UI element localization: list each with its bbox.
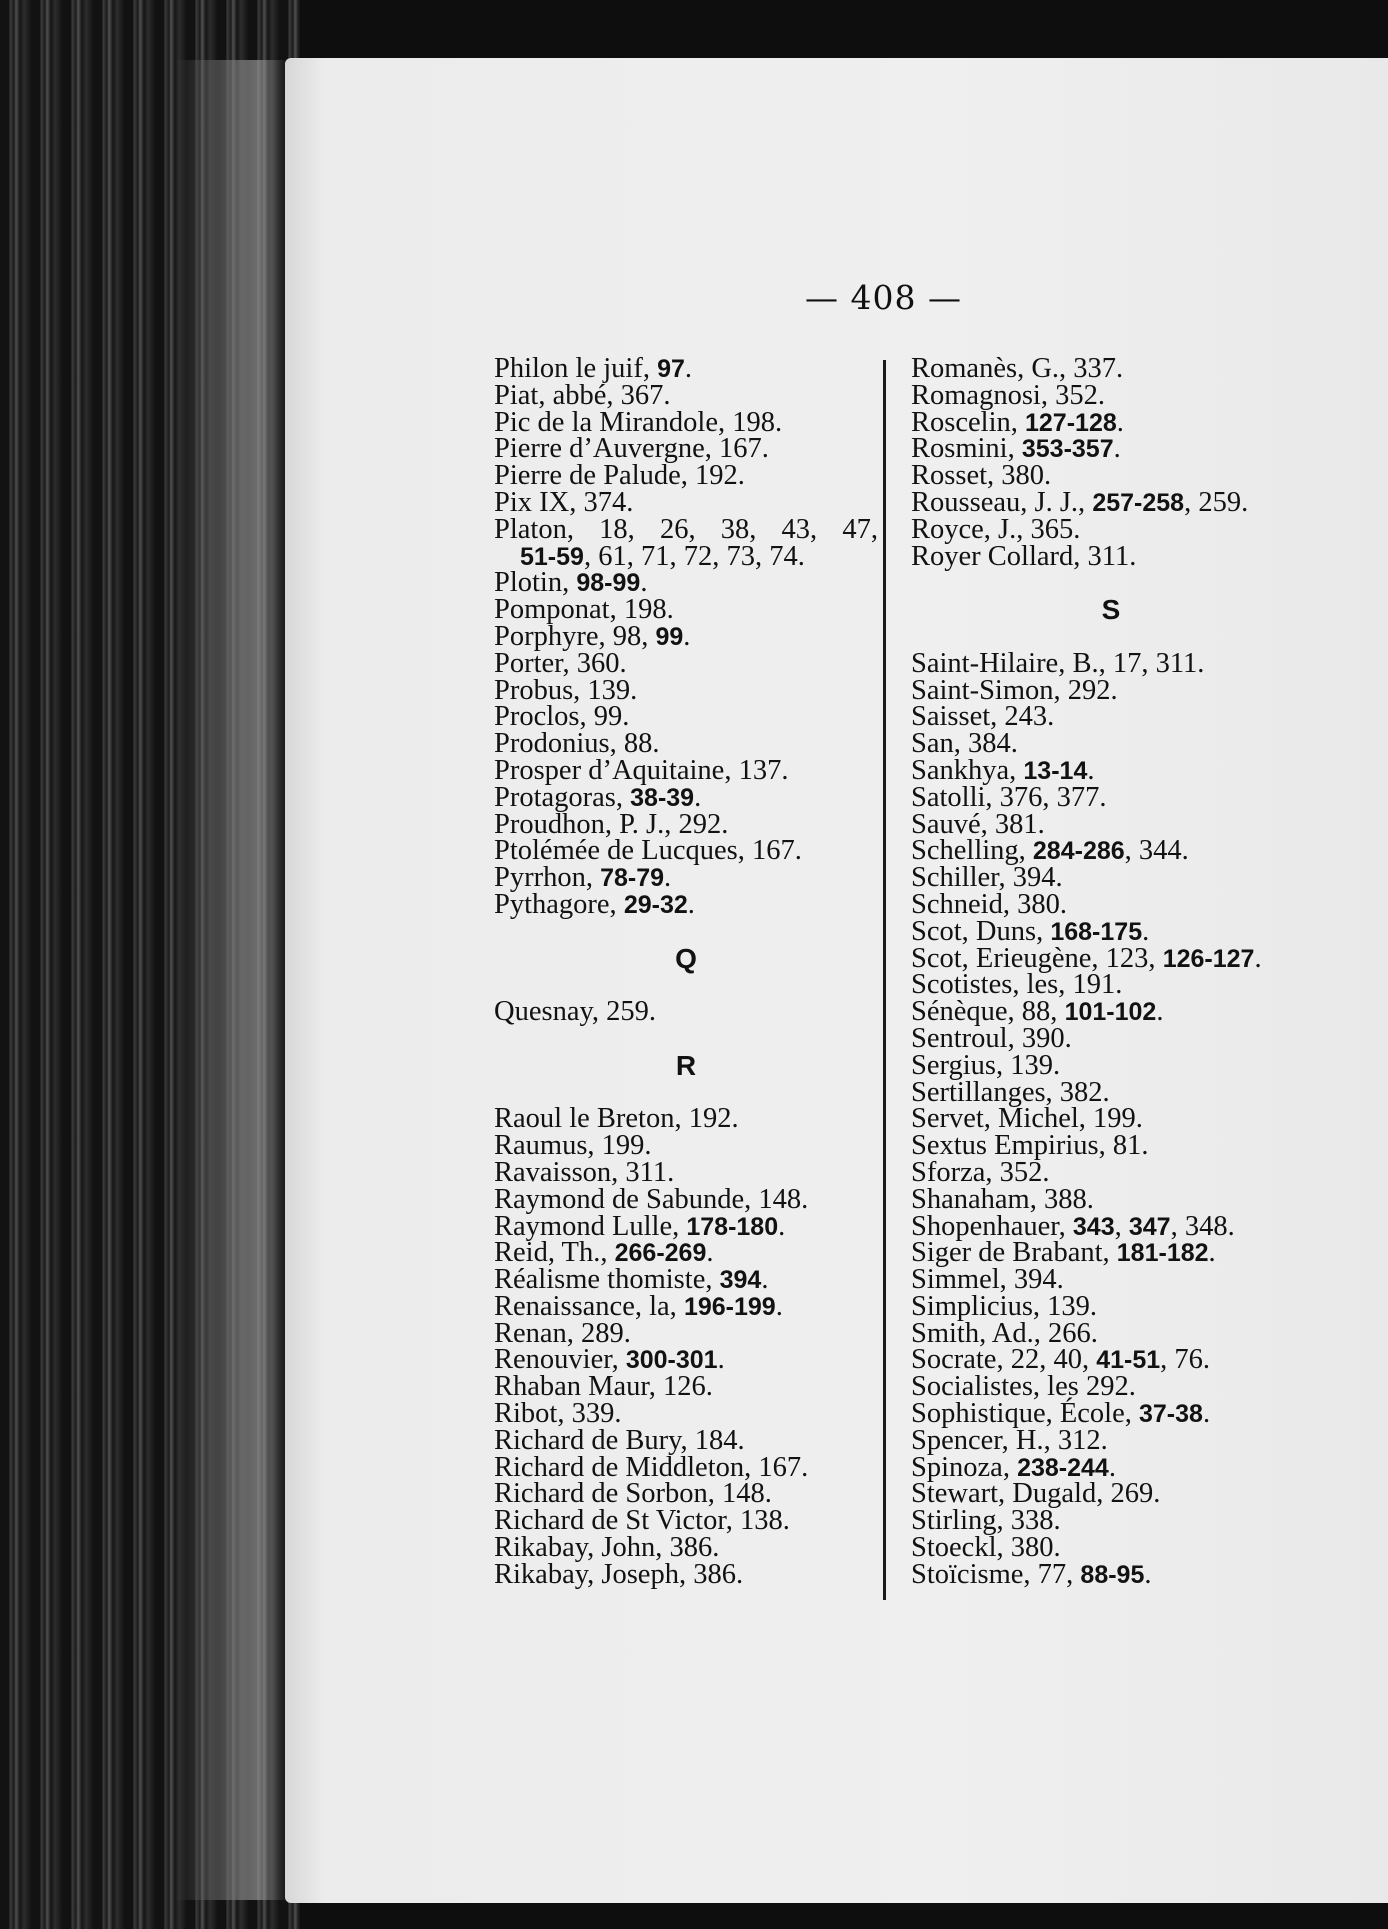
index-entry-text: Raumus, 199. [494,1130,652,1162]
index-entry-text: Richard de Sorbon, 148. [494,1478,772,1510]
index-entry [494,1344,878,1376]
index-entry [911,1237,1311,1269]
index-page-ref-bold: 51-59 [520,542,584,571]
index-entry-text: Smith, Ad., 266. [911,1317,1098,1349]
index-entry [911,1264,1311,1296]
index-entry [911,460,1311,492]
index-entry-text: . [683,620,691,652]
index-entry-text: Ptolémée de Lucques, 167. [494,835,802,867]
index-entry [911,862,1311,894]
index-entry [911,781,1311,813]
index-entry-text: Protagoras, [494,781,631,813]
index-entry-text: . [664,862,672,894]
index-entry-text: Porphyre, 98, [494,620,656,652]
index-page-ref-bold: 13-14 [1023,756,1088,785]
index-entry-text: Sforza, 352. [911,1156,1050,1188]
index-entry-text: Sauvé, 381. [911,808,1045,840]
index-entry-text: . [1202,1398,1211,1430]
index-entry-text: Pic de la Mirandole, 198. [494,406,783,438]
index-entry-text: Shanaham, 388. [911,1183,1094,1215]
index-page-ref-bold: 347 [1128,1212,1171,1241]
index-entry [494,862,878,894]
index-page-ref-bold: 78-79 [600,864,665,893]
index-entry [911,1398,1311,1430]
index-entry-text: Prosper d’Aquitaine, 137. [494,754,789,786]
index-entry [494,781,878,813]
index-entry-text: Rhaban Maur, 126. [494,1371,713,1403]
index-page-ref-bold: 266-269 [614,1239,707,1268]
index-entry-text: Renaissance, la, [494,1290,684,1322]
index-entry-text: Piat, abbé, 367. [494,379,671,411]
index-entry-text: Pierre de Palude, 192. [494,460,745,492]
index-page-ref-bold: 238-244 [1017,1453,1109,1482]
index-entry [494,1130,878,1162]
index-entry [494,1398,878,1430]
index-entry [494,674,878,706]
index-entry-text: Sentroul, 390. [911,1022,1072,1054]
index-entry [494,835,878,867]
index-entry-text: Proudhon, P. J., 292. [494,808,729,840]
index-entry-text: . [717,1344,725,1376]
index-entry [494,647,878,679]
index-entry-text: . [1208,1237,1216,1269]
index-page-ref-bold: 353-357 [1021,435,1114,464]
index-entry-text: Pierre d’Auvergne, 167. [494,433,769,465]
index-entry-text: San, 384. [911,728,1018,760]
index-entry [911,1183,1311,1215]
index-entry [494,728,878,760]
index-entry-text: . [1142,915,1150,947]
index-entry-text: . [1113,433,1121,465]
index-entry-text: . [684,353,693,384]
index-entry-text: Saint-Simon, 292. [911,674,1118,706]
index-entry-text: Schelling, [911,835,1033,867]
index-page-ref-bold: 178-180 [686,1212,779,1241]
index-entry [494,486,878,518]
index-entry-text: Sophistique, École, [911,1398,1139,1430]
index-entry-text: Plotin, [494,567,577,599]
spacer [494,919,878,946]
index-entry [911,888,1311,920]
index-entry-text: . [640,567,648,599]
index-entry-text: Scot, Erieugène, 123, [911,942,1163,974]
index-entry [911,942,1311,974]
index-entry-text: Prodonius, 88. [494,728,660,760]
index-entry [494,1156,878,1188]
index-page-ref-bold: 343 [1072,1212,1115,1241]
index-entry [494,808,878,840]
index-entry-text: Scotistes, les, 191. [911,969,1123,1001]
index-entry-text: Spinoza, [911,1451,1018,1483]
index-entry [494,379,878,411]
index-entry-text: Sertillanges, 382. [911,1076,1110,1108]
index-entry [911,754,1311,786]
index-entry-text: Richard de St Victor, 138. [494,1505,790,1537]
index-entry-text: Schneid, 380. [911,888,1067,920]
spacer [494,1026,878,1053]
index-entry [494,353,878,384]
index-entry-text: Siger de Brabant, [911,1237,1117,1269]
index-entry [911,353,1311,384]
index-entry-text: Richard de Bury, 184. [494,1424,745,1456]
index-entry-text: , 348. [1170,1210,1235,1242]
index-entry-text: Reid, Th., [494,1237,615,1269]
index-entry [494,996,878,1028]
index-entry-text: Rousseau, J. J., [911,486,1093,518]
index-entry [911,1478,1311,1510]
index-entry [494,888,878,920]
index-entry [911,513,1311,545]
index-entry [494,1532,878,1564]
index-entry-text: Stewart, Dugald, 269. [911,1478,1161,1510]
index-entry [911,915,1311,947]
index-entry [494,433,878,465]
index-entry-text: . [775,1290,783,1322]
index-entry-text: . [694,781,702,813]
index-entry-text: Servet, Michel, 199. [911,1103,1143,1135]
index-entry-text: . [687,888,695,920]
index-entry-text: Platon, 18, 26, 38, 43, 47, [494,516,878,544]
index-entry-text: . [761,1264,769,1296]
index-entry-text: Raymond Lulle, [494,1210,687,1242]
index-entry-text: Quesnay, 259. [494,996,656,1028]
index-entry-text: , 344. [1124,835,1189,867]
index-page-ref-bold: 300-301 [625,1346,718,1375]
index-column-right [911,353,1311,1590]
index-entry [911,1344,1311,1376]
index-entry-text: Renan, 289. [494,1317,631,1349]
index-page-ref-bold: 88-95 [1080,1560,1145,1589]
section-letter-heading [494,1049,878,1081]
index-entry [911,1130,1311,1162]
index-entry [911,1505,1311,1537]
index-entry [494,620,878,652]
index-page-ref-bold: 37-38 [1138,1400,1203,1429]
index-entry [911,701,1311,733]
index-entry [494,1264,878,1296]
index-entry [911,1076,1311,1108]
index-entry-text: Pomponat, 198. [494,594,674,626]
index-entry-text: Rikabay, Joseph, 386. [494,1558,744,1590]
index-page-ref-bold: 168-175 [1050,917,1143,946]
index-entry [911,1103,1311,1135]
index-entry [911,1317,1311,1349]
index-entry-text: Romanès, G., 337. [911,353,1124,384]
index-entry [911,1451,1311,1483]
index-page-ref-bold: 101-102 [1064,998,1157,1027]
page-number: — 408 — [805,278,962,317]
index-entry [911,674,1311,706]
index-page-ref-bold: 284-286 [1032,837,1125,866]
index-entry-text: Raymond de Sabunde, 148. [494,1183,809,1215]
index-page-ref-bold: 29-32 [623,890,688,919]
index-entry-text: Rikabay, John, 386. [494,1532,720,1564]
index-entry-text: Stirling, 338. [911,1505,1061,1537]
index-entry-text: Spencer, H., 312. [911,1424,1108,1456]
index-entry-text: Scot, Duns, [911,915,1051,947]
index-entry-text: Ravaisson, 311. [494,1156,675,1188]
index-entry [911,540,1311,572]
index-entry-text: Rosmini, [911,433,1022,465]
index-entry-text: Pyrrhon, [494,862,601,894]
index-entry [494,1237,878,1269]
index-entry [911,728,1311,760]
spacer [911,624,1311,651]
index-entry-text: Stoïcisme, 77, [911,1558,1081,1590]
index-entry-text: Proclos, 99. [494,701,630,733]
index-entry [911,835,1311,867]
index-entry [911,379,1311,411]
index-entry [911,1558,1311,1590]
index-entry [911,1049,1311,1081]
index-page-ref-bold: 257-258 [1092,488,1185,517]
index-entry-text: Ribot, 339. [494,1398,622,1430]
index-entry-text: Stoeckl, 380. [911,1532,1061,1564]
index-page-ref-bold: 181-182 [1116,1239,1209,1268]
index-entry-text: Romagnosi, 352. [911,379,1105,411]
index-entry [494,1424,878,1456]
index-entry-text: Saint-Hilaire, B., 17, 311. [911,647,1205,679]
index-page-ref-bold: 196-199 [683,1292,776,1321]
index-entry-text: Probus, 139. [494,674,638,706]
index-entry-text: Socialistes, les 292. [911,1371,1136,1403]
index-entry-text: . [1144,1558,1152,1590]
index-column-left [494,353,878,1590]
index-entry-text: . [778,1210,786,1242]
index-entry [911,1532,1311,1564]
index-entry [494,1210,878,1242]
index-entry [494,1451,878,1483]
index-entry [494,594,878,626]
spacer [494,1080,878,1107]
index-entry-text: Porter, 360. [494,647,627,679]
index-page-ref-bold: 126-127 [1162,944,1255,973]
index-entry-text: , 61, 71, 72, 73, 74. [583,540,805,572]
index-entry-text: , [1114,1210,1129,1242]
index-entry [494,540,878,572]
index-entry-text: Q [675,942,697,974]
index-page-ref-bold: 97 [657,355,685,383]
index-entry-text: Pythagore, [494,888,624,920]
index-entry [494,1478,878,1510]
index-page-ref-bold: 98-99 [576,569,641,598]
index-entry-text: R [675,1049,697,1081]
index-entry-text: Réalisme thomiste, [494,1264,720,1296]
index-entry [911,647,1311,679]
index-entry [911,486,1311,518]
index-entry-text: Saisset, 243. [911,701,1055,733]
index-entry [494,1558,878,1590]
index-entry-text: Rosset, 380. [911,460,1052,492]
index-entry-text: . [1108,1451,1116,1483]
section-letter-heading [911,594,1311,626]
index-entry [494,1103,878,1135]
index-entry [911,808,1311,840]
index-entry [494,1505,878,1537]
index-entry-text: Satolli, 376, 377. [911,781,1107,813]
index-entry [911,969,1311,1001]
index-entry-text: Schiller, 394. [911,862,1063,894]
index-entry-text: Simmel, 394. [911,1264,1064,1296]
index-page-ref-bold: 38-39 [630,783,695,812]
index-entry-text: . [706,1237,714,1269]
index-entry-text: , 76. [1160,1344,1211,1376]
index-entry-text: Simplicius, 139. [911,1290,1098,1322]
index-entry [494,517,878,544]
index-entry-text: Socrate, 22, 40, [911,1344,1097,1376]
index-entry-text: Royce, J., 365. [911,513,1081,545]
column-divider [883,360,886,1600]
index-entry-text: Roscelin, [911,406,1025,438]
index-entry [911,1424,1311,1456]
index-entry-text: . [1087,754,1095,786]
section-letter-heading [494,942,878,974]
index-entry [911,1022,1311,1054]
index-entry-text: Royer Collard, 311. [911,540,1137,572]
index-entry-text: Renouvier, [494,1344,626,1376]
index-entry-text: Sergius, 139. [911,1049,1061,1081]
index-entry [494,406,878,438]
spacer [494,972,878,999]
index-entry [494,1290,878,1322]
index-entry-text: Richard de Middleton, 167. [494,1451,809,1483]
index-entry-text: Sextus Empirius, 81. [911,1130,1149,1162]
page-edge-highlight [175,60,285,1900]
index-page-ref-bold: 394 [719,1266,762,1295]
index-entry-text: . [1156,996,1164,1028]
index-entry-text: , 259. [1184,486,1249,518]
index-entry [494,754,878,786]
index-entry [911,1210,1311,1242]
spacer [911,570,1311,597]
index-entry-text: . [1254,942,1262,974]
index-entry [911,996,1311,1028]
index-entry [494,567,878,599]
index-entry [494,1371,878,1403]
index-entry-text: Raoul le Breton, 192. [494,1103,739,1135]
index-entry [494,1317,878,1349]
index-entry [494,460,878,492]
index-entry [911,1290,1311,1322]
index-entry-text: Pix IX, 374. [494,486,634,518]
index-entry-text: Philon le juif, [494,353,658,384]
index-entry [494,701,878,733]
index-entry [911,433,1311,465]
index-page-ref-bold: 41-51 [1096,1346,1161,1375]
index-entry-text: . [1116,406,1124,438]
index-entry-text: Shopenhauer, [911,1210,1073,1242]
index-entry [494,1183,878,1215]
index-page-ref-bold: 99 [655,622,684,651]
index-entry-text: Sankhya, [911,754,1024,786]
index-entry [911,1156,1311,1188]
index-entry-text: S [1101,594,1121,626]
index-page-ref-bold: 127-128 [1025,408,1117,437]
index-entry-text: Sénèque, 88, [911,996,1065,1028]
index-entry [911,406,1311,438]
